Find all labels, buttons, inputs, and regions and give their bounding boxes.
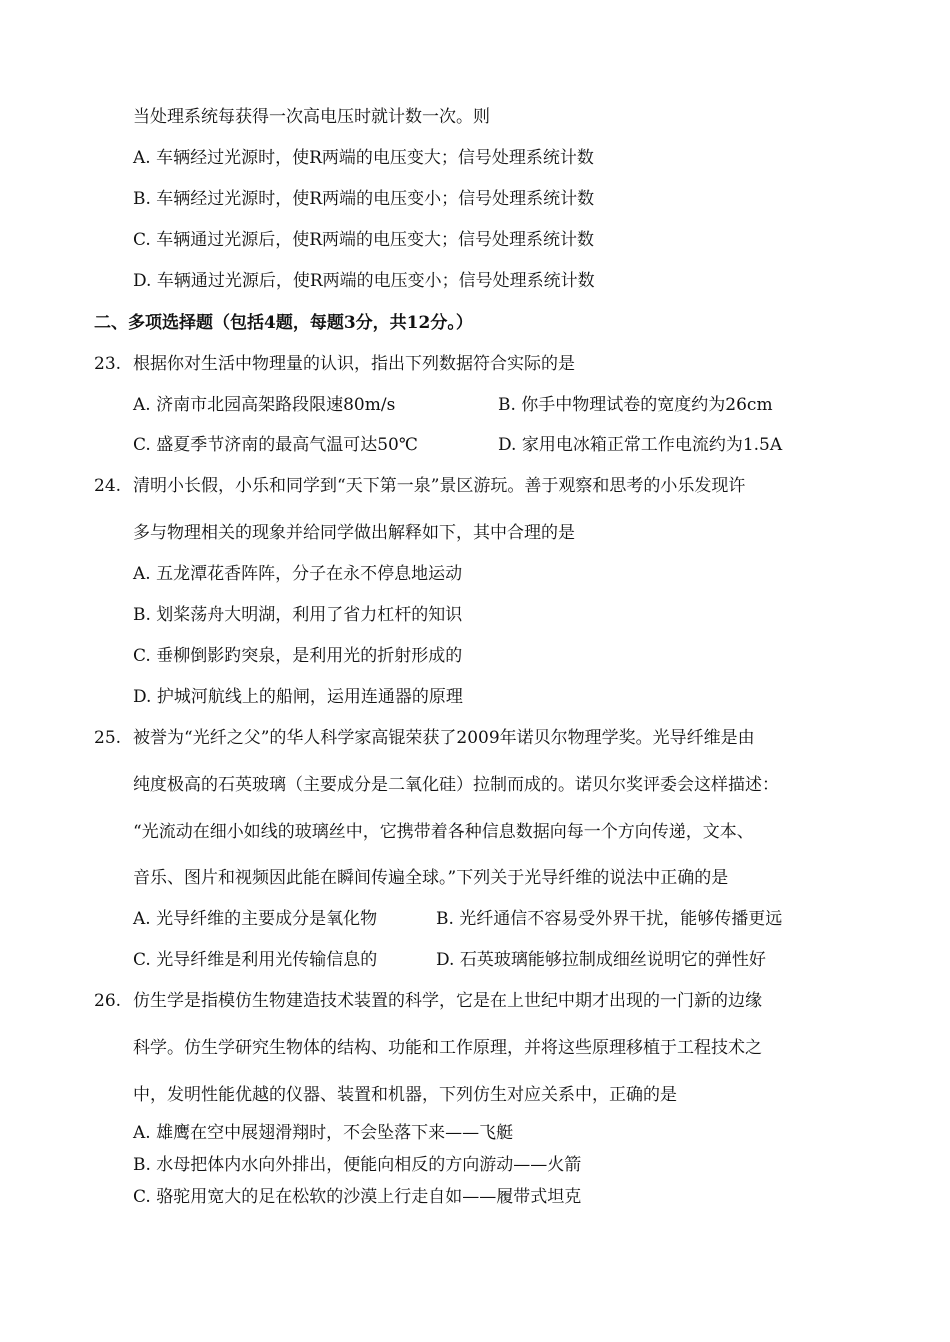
q26-option-a: A. 雄鹰在空中展翅滑翔时，不会坠落下来——飞艇 bbox=[133, 1123, 514, 1143]
q22-option-a: A. 车辆经过光源时，使R两端的电压变大；信号处理系统计数 bbox=[133, 148, 594, 168]
q25-number: 25. bbox=[94, 728, 122, 748]
q23-stem: 根据你对生活中物理量的认识，指出下列数据符合实际的是 bbox=[133, 354, 575, 374]
q24-option-c: C. 垂柳倒影趵突泉，是利用光的折射形成的 bbox=[133, 646, 463, 666]
q26-stem-line1: 仿生学是指模仿生物建造技术装置的科学，它是在上世纪中期才出现的一门新的边缘 bbox=[133, 991, 762, 1011]
q24-option-d: D. 护城河航线上的船闸，运用连通器的原理 bbox=[133, 687, 463, 707]
q23-option-d: D. 家用电冰箱正常工作电流约为1.5A bbox=[498, 435, 783, 455]
q22-option-c: C. 车辆通过光源后，使R两端的电压变大；信号处理系统计数 bbox=[133, 230, 595, 250]
q25-stem-line4: 音乐、图片和视频因此能在瞬间传遍全球。”下列关于光导纤维的说法中正确的是 bbox=[133, 868, 729, 888]
q23-number: 23. bbox=[94, 354, 122, 374]
q23-option-b: B. 你手中物理试卷的宽度约为26cm bbox=[498, 395, 773, 415]
q23-option-a: A. 济南市北园高架路段限速80m/s bbox=[133, 395, 396, 415]
q23-option-c: C. 盛夏季节济南的最高气温可达50℃ bbox=[133, 435, 418, 455]
q24-number: 24. bbox=[94, 476, 122, 496]
q26-option-c: C. 骆驼用宽大的足在松软的沙漠上行走自如——履带式坦克 bbox=[133, 1187, 582, 1207]
q25-stem-line1: 被誉为“光纤之父”的华人科学家高锟荣获了2009年诺贝尔物理学奖。光导纤维是由 bbox=[133, 728, 755, 748]
q25-option-c: C. 光导纤维是利用光传输信息的 bbox=[133, 950, 378, 970]
q25-stem-line3: “光流动在细小如线的玻璃丝中，它携带着各种信息数据向每一个方向传递，文本、 bbox=[133, 822, 754, 842]
q26-stem-line2: 科学。仿生学研究生物体的结构、功能和工作原理，并将这些原理移植于工程技术之 bbox=[133, 1038, 762, 1058]
q26-number: 26. bbox=[94, 991, 122, 1011]
q22-option-d: D. 车辆通过光源后，使R两端的电压变小；信号处理系统计数 bbox=[133, 271, 595, 291]
section-heading: 二、多项选择题（包括4题，每题3分，共12分。） bbox=[94, 313, 473, 333]
q24-option-b: B. 划桨荡舟大明湖，利用了省力杠杆的知识 bbox=[133, 605, 463, 625]
q24-option-a: A. 五龙潭花香阵阵，分子在永不停息地运动 bbox=[133, 564, 463, 584]
q25-option-b: B. 光纤通信不容易受外界干扰，能够传播更远 bbox=[436, 909, 783, 929]
q25-option-a: A. 光导纤维的主要成分是氧化物 bbox=[133, 909, 378, 929]
q26-stem-line3: 中，发明性能优越的仪器、装置和机器，下列仿生对应关系中，正确的是 bbox=[133, 1085, 677, 1105]
q25-option-d: D. 石英玻璃能够拉制成细丝说明它的弹性好 bbox=[436, 950, 766, 970]
q22-stem-tail: 当处理系统每获得一次高电压时就计数一次。则 bbox=[133, 107, 490, 127]
q22-option-b: B. 车辆经过光源时，使R两端的电压变小；信号处理系统计数 bbox=[133, 189, 595, 209]
q24-stem-line2: 多与物理相关的现象并给同学做出解释如下，其中合理的是 bbox=[133, 523, 575, 543]
q26-option-b: B. 水母把体内水向外排出，便能向相反的方向游动——火箭 bbox=[133, 1155, 582, 1175]
q24-stem-line1: 清明小长假，小乐和同学到“天下第一泉”景区游玩。善于观察和思考的小乐发现许 bbox=[133, 476, 746, 496]
q25-stem-line2: 纯度极高的石英玻璃（主要成分是二氧化硅）拉制而成的。诺贝尔奖评委会这样描述： bbox=[133, 775, 779, 795]
